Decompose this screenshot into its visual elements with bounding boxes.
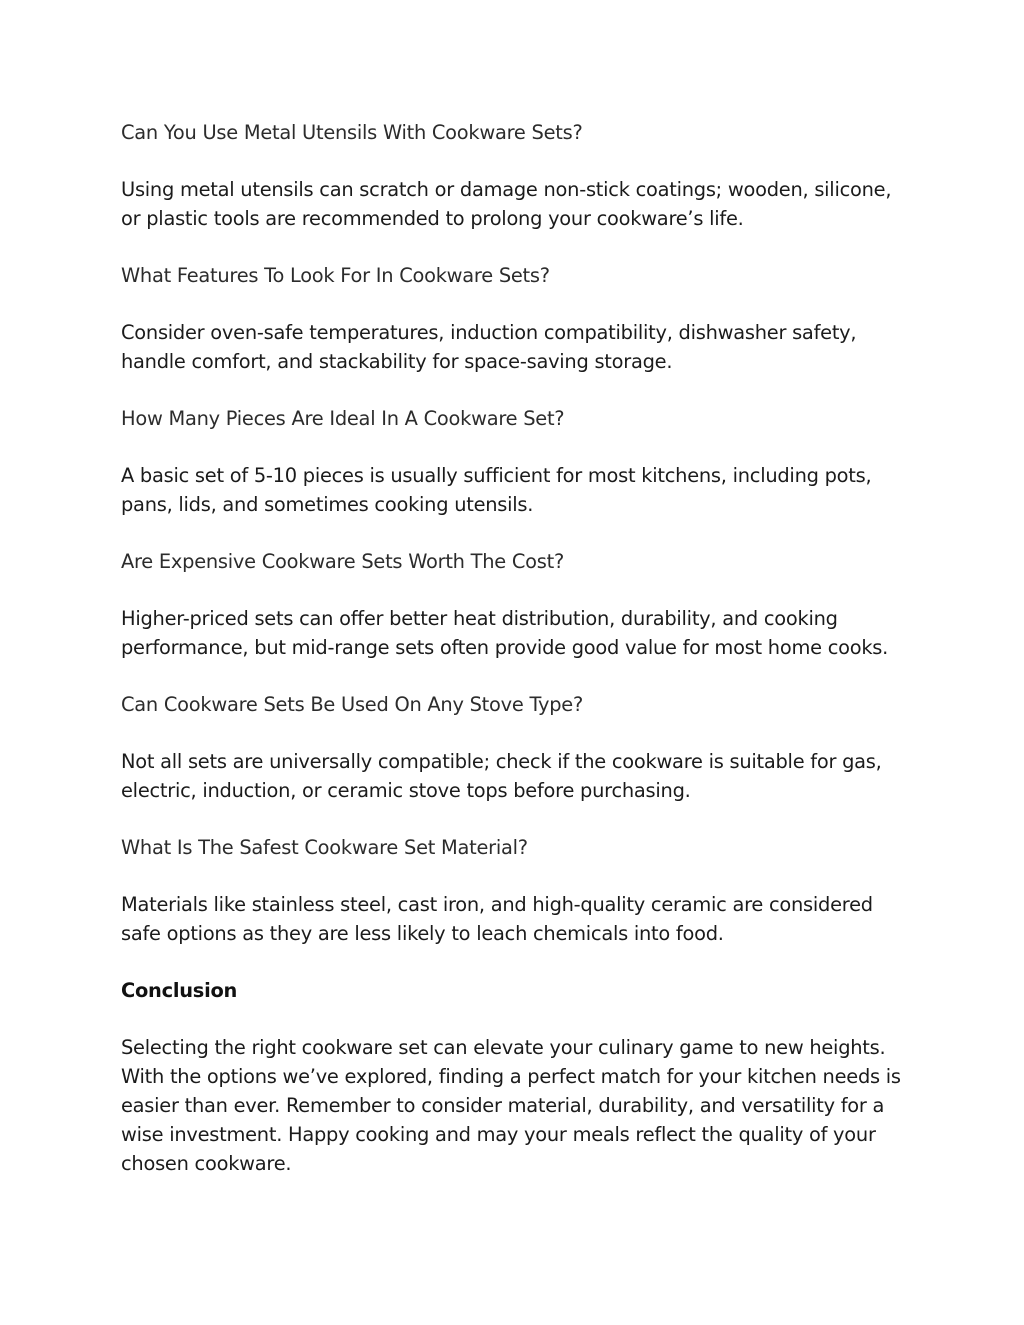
faq-question: What Is The Safest Cookware Set Material? bbox=[121, 836, 528, 859]
faq-answer: Higher-priced sets can offer better heat distribution, durability, and cooking performance, but mid-range sets often provide good value for most home cooks. bbox=[121, 607, 889, 659]
document-page bbox=[121, 118, 911, 1206]
faq-answer: Materials like stainless steel, cast iron, and high-quality ceramic are considered safe options as they are less likely to leach chemicals into food. bbox=[121, 893, 873, 945]
faq-answer: A basic set of 5-10 pieces is usually sufficient for most kitchens, including pots, pans, lids, and sometimes cooking utensils. bbox=[121, 464, 872, 516]
conclusion-body: Selecting the right cookware set can elevate your culinary game to new heights. With the options we’ve explored, finding a perfect match for your kitchen needs is easier than ever. Remember to consider material, durability, and versatility for a wise investment. Happy cooking and may your meals reflect the quality of your chosen cookware. bbox=[121, 1036, 901, 1175]
faq-answer: Using metal utensils can scratch or damage non-stick coatings; wooden, silicone, or plastic tools are recommended to prolong your cookware’s life. bbox=[121, 178, 892, 230]
conclusion-heading: Conclusion bbox=[121, 979, 238, 1002]
faq-answer: Not all sets are universally compatible; check if the cookware is suitable for gas, electric, induction, or ceramic stove tops before purchasing. bbox=[121, 750, 882, 802]
faq-question: Can You Use Metal Utensils With Cookware Sets? bbox=[121, 121, 583, 144]
faq-question: Can Cookware Sets Be Used On Any Stove Type? bbox=[121, 693, 584, 716]
faq-answer: Consider oven-safe temperatures, induction compatibility, dishwasher safety, handle comfort, and stackability for space-saving storage. bbox=[121, 321, 857, 373]
faq-question: What Features To Look For In Cookware Sets? bbox=[121, 264, 550, 287]
faq-question: Are Expensive Cookware Sets Worth The Cost? bbox=[121, 550, 565, 573]
faq-question: How Many Pieces Are Ideal In A Cookware Set? bbox=[121, 407, 565, 430]
